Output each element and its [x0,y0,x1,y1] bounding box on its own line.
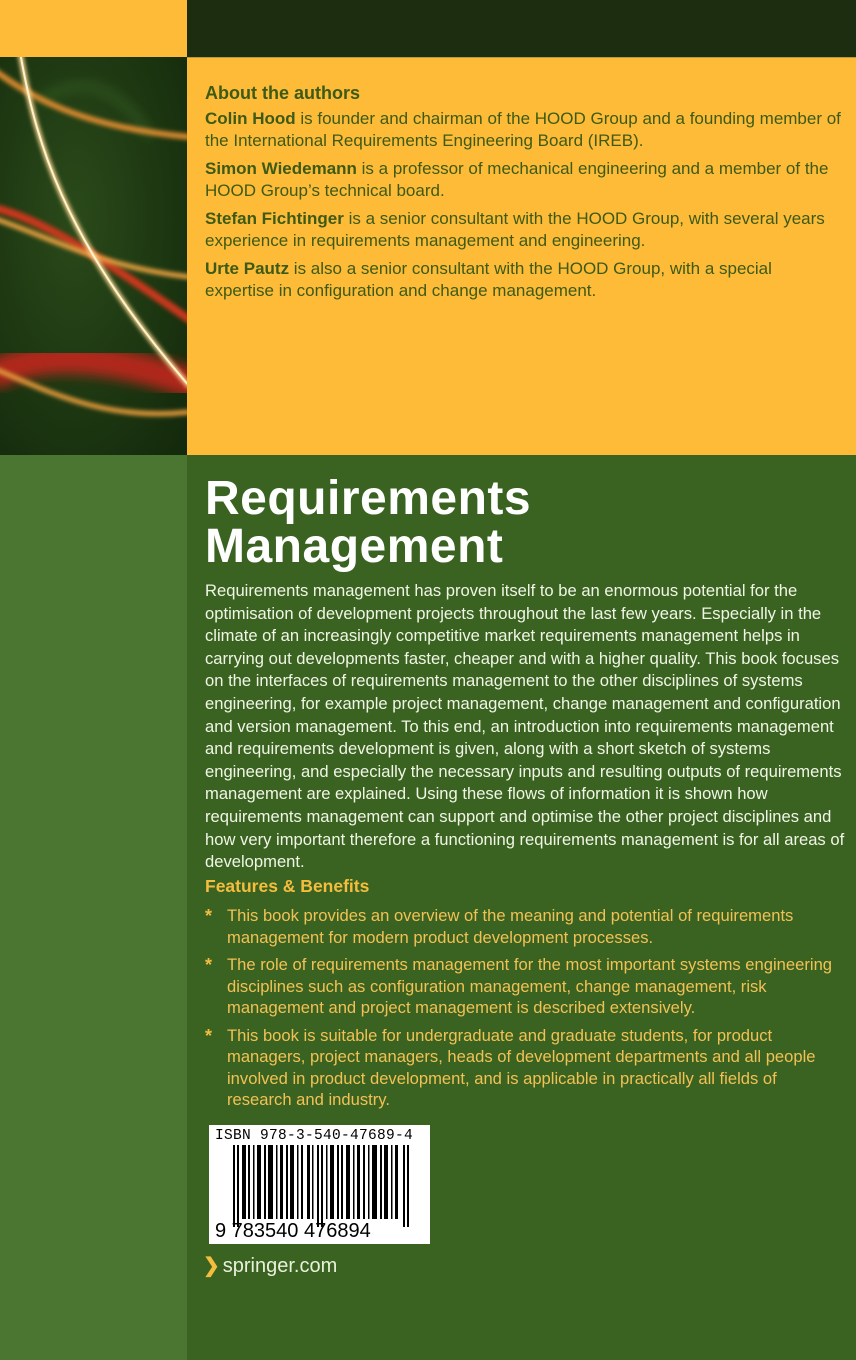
corner-yellow-block [0,0,187,57]
feature-text: This book provides an overview of the meaning and potential of requirements management for modern product development processes. [227,906,794,947]
book-description: Requirements management has proven itself to be an enormous potential for the optimisation of development projects throughout the last few years. Especially in the climate of an increasingly competitive market requirements management helps in carrying out developments faster, cheaper and with a higher quality. This book focuses on the interfaces of requirements management to the other disciplines of systems engineering, for example project management, change management and configuration and version management. To this end, an introduction into requirements management and requirements development is given, along with a short sketch of systems engineering, and especially the necessary inputs and resulting outputs of requirements management are explained. Using these flows of information it is shown how requirements management can support and optimise the other project disciplines and how very important therefore a functioning requirements management is for all areas of development. [205,581,845,872]
title-line-1: Requirements [205,472,532,525]
author-name: Urte Pautz [205,259,290,278]
barcode-bars-icon [233,1145,409,1227]
author-bio: is also a senior consultant with the HOOD Group, with a special expertise in configuration and change management. [205,259,772,300]
author-entry [205,158,845,202]
isbn-barcode [209,1125,430,1244]
star-bullet-icon: * [205,955,213,975]
title-line-2: Management [205,520,504,573]
author-name: Simon Wiedemann [205,159,357,178]
cover-photo-light-trails [0,57,187,455]
feature-item [205,1025,835,1111]
isbn-label: ISBN 978-3-540-47689-4 [215,1128,414,1144]
author-entry [205,258,845,302]
feature-item [205,954,835,1019]
author-bio: is a senior consultant with the HOOD Group, with several years experience in requirements management and engineering. [205,209,825,250]
feature-text: The role of requirements management for the most important systems engineering disciplines such as configuration management, change management, risk management and project management is described extensively. [227,955,833,1017]
features-heading: Features & Benefits [205,876,370,896]
chevron-right-icon: ❯ [203,1255,220,1277]
book-title [205,472,532,573]
left-green-strip [0,455,187,1360]
about-authors-heading: About the authors [205,83,360,103]
feature-text: This book is suitable for undergraduate and graduate students, for product managers, project managers, heads of development departments and all people involved in product development, and is applicable in practically all fields of research and industry. [227,1025,816,1109]
author-name: Colin Hood [205,109,296,128]
author-entry [205,208,845,252]
publisher-link[interactable] [203,1253,337,1278]
ean-digits: 9 783540 476894 [215,1220,371,1242]
author-entry [205,108,845,152]
top-dark-band [187,0,856,58]
star-bullet-icon: * [205,1025,213,1046]
main-green-panel [187,455,856,1360]
star-bullet-icon: * [205,906,213,926]
author-name: Stefan Fichtinger [205,209,344,228]
publisher-link-text[interactable]: springer.com [222,1255,338,1277]
author-bio: is a professor of mechanical engineering and a member of the HOOD Group’s technical board. [205,159,829,200]
features-list [205,905,835,1117]
author-bio: is founder and chairman of the HOOD Group and a founding member of the International Requirements Engineering Board (IREB). [205,109,841,150]
about-authors-panel [187,58,856,455]
feature-item [205,905,835,948]
